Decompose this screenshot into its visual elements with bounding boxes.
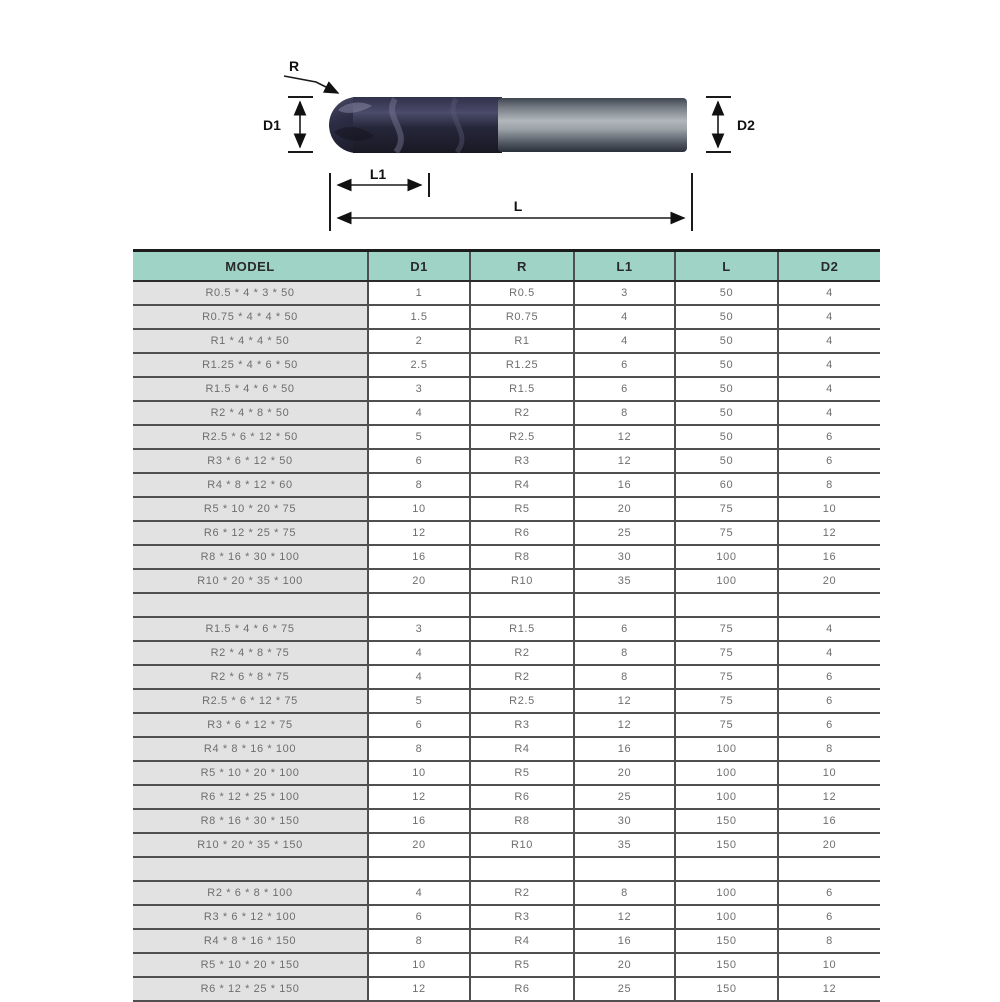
value-cell: 75 [675,665,778,689]
header-d2: D2 [778,251,880,282]
value-cell: 60 [675,473,778,497]
value-cell: R0.75 [470,305,574,329]
d2-label: D2 [737,117,755,133]
value-cell: 75 [675,689,778,713]
radius-leader-arrow [284,76,338,93]
value-cell: 20 [368,569,470,593]
value-cell: 8 [778,737,880,761]
value-cell: 4 [778,329,880,353]
value-cell: 150 [675,977,778,1001]
model-cell: R0.5 * 4 * 3 * 50 [133,281,368,305]
value-cell: 10 [778,497,880,521]
value-cell: 12 [778,977,880,1001]
value-cell: 10 [368,953,470,977]
value-cell: 3 [574,281,675,305]
value-cell: 50 [675,401,778,425]
table-row [133,449,880,473]
model-cell: R2 * 6 * 8 * 100 [133,881,368,905]
table-row [133,617,880,641]
value-cell: 100 [675,905,778,929]
value-cell: 6 [778,665,880,689]
value-cell: 20 [778,833,880,857]
value-cell: R3 [470,449,574,473]
value-cell [470,857,574,881]
separator-row [133,593,880,617]
value-cell: 6 [574,377,675,401]
value-cell: 35 [574,833,675,857]
model-cell: R1.5 * 4 * 6 * 50 [133,377,368,401]
value-cell: 6 [778,689,880,713]
value-cell: 8 [574,401,675,425]
l1-label: L1 [369,166,387,182]
flute-section [353,97,502,153]
value-cell: R3 [470,905,574,929]
model-cell: R6 * 12 * 25 * 150 [133,977,368,1001]
value-cell: R8 [470,545,574,569]
model-cell: R2 * 4 * 8 * 50 [133,401,368,425]
radius-label: R [288,58,300,74]
value-cell: R2 [470,641,574,665]
value-cell: 12 [574,713,675,737]
value-cell: 6 [778,881,880,905]
spec-table-body [133,281,880,1001]
model-cell: R2.5 * 6 * 12 * 50 [133,425,368,449]
value-cell: R4 [470,473,574,497]
value-cell: 12 [368,521,470,545]
value-cell: R10 [470,833,574,857]
value-cell: 50 [675,377,778,401]
value-cell: 1 [368,281,470,305]
table-row [133,353,880,377]
value-cell: R5 [470,953,574,977]
value-cell: 10 [368,497,470,521]
value-cell [574,857,675,881]
value-cell: R1 [470,329,574,353]
value-cell: 12 [574,449,675,473]
value-cell: 8 [368,737,470,761]
value-cell: 4 [368,665,470,689]
value-cell: 4 [368,641,470,665]
value-cell: 35 [574,569,675,593]
value-cell: R2 [470,881,574,905]
value-cell: 75 [675,521,778,545]
table-row [133,425,880,449]
value-cell: 50 [675,329,778,353]
value-cell: R6 [470,785,574,809]
spec-table-header [133,251,880,282]
value-cell: R6 [470,521,574,545]
value-cell: R0.5 [470,281,574,305]
value-cell: 12 [778,785,880,809]
value-cell: 75 [675,713,778,737]
value-cell: 6 [368,449,470,473]
model-cell: R4 * 8 * 16 * 100 [133,737,368,761]
value-cell: 6 [778,713,880,737]
value-cell: 6 [368,713,470,737]
model-cell: R6 * 12 * 25 * 75 [133,521,368,545]
table-row [133,761,880,785]
value-cell: 12 [778,521,880,545]
value-cell: 4 [574,305,675,329]
table-row [133,497,880,521]
value-cell: 30 [574,809,675,833]
value-cell [778,593,880,617]
model-cell: R3 * 6 * 12 * 75 [133,713,368,737]
value-cell: 16 [574,737,675,761]
value-cell: 100 [675,569,778,593]
model-cell: R6 * 12 * 25 * 100 [133,785,368,809]
value-cell: 4 [778,377,880,401]
value-cell: 2.5 [368,353,470,377]
value-cell: 16 [778,809,880,833]
table-row [133,305,880,329]
model-cell: R5 * 10 * 20 * 150 [133,953,368,977]
spec-table [133,249,880,1002]
value-cell: 12 [574,425,675,449]
value-cell: 4 [778,305,880,329]
value-cell: R2 [470,401,574,425]
separator-row [133,857,880,881]
value-cell: 10 [778,953,880,977]
value-cell: 75 [675,497,778,521]
value-cell: 10 [368,761,470,785]
value-cell: 150 [675,809,778,833]
value-cell: 150 [675,929,778,953]
value-cell: 5 [368,425,470,449]
value-cell: 4 [778,353,880,377]
value-cell: 100 [675,737,778,761]
value-cell: 5 [368,689,470,713]
value-cell: 4 [778,281,880,305]
value-cell: 8 [368,473,470,497]
value-cell: 20 [574,497,675,521]
value-cell: 20 [368,833,470,857]
table-row [133,905,880,929]
value-cell: 100 [675,881,778,905]
model-cell: R1.25 * 4 * 6 * 50 [133,353,368,377]
value-cell: 10 [778,761,880,785]
value-cell [675,857,778,881]
value-cell: 25 [574,521,675,545]
model-cell: R5 * 10 * 20 * 75 [133,497,368,521]
model-cell: R8 * 16 * 30 * 150 [133,809,368,833]
model-cell: R10 * 20 * 35 * 150 [133,833,368,857]
value-cell: 12 [574,905,675,929]
table-row [133,545,880,569]
model-cell: R5 * 10 * 20 * 100 [133,761,368,785]
value-cell: 4 [574,329,675,353]
value-cell: 6 [778,449,880,473]
value-cell: 4 [368,881,470,905]
value-cell: R2.5 [470,425,574,449]
value-cell: R3 [470,713,574,737]
value-cell: 6 [778,425,880,449]
value-cell: 8 [574,641,675,665]
value-cell: R5 [470,761,574,785]
value-cell: 8 [778,473,880,497]
value-cell: 2 [368,329,470,353]
table-row [133,809,880,833]
value-cell: 20 [778,569,880,593]
model-cell: R1.5 * 4 * 6 * 75 [133,617,368,641]
value-cell: R8 [470,809,574,833]
header-row [133,251,880,282]
model-cell: R1 * 4 * 4 * 50 [133,329,368,353]
table-row [133,953,880,977]
model-cell: R8 * 16 * 30 * 100 [133,545,368,569]
value-cell: R1.5 [470,377,574,401]
table-row [133,833,880,857]
value-cell: 8 [574,665,675,689]
value-cell [368,857,470,881]
value-cell: 50 [675,353,778,377]
value-cell [675,593,778,617]
value-cell: 25 [574,785,675,809]
value-cell: 50 [675,425,778,449]
model-cell: R4 * 8 * 16 * 150 [133,929,368,953]
header-d1: D1 [368,251,470,282]
value-cell [574,593,675,617]
table-row [133,329,880,353]
value-cell: 4 [778,641,880,665]
table-row [133,785,880,809]
header-l1: L1 [574,251,675,282]
value-cell: R10 [470,569,574,593]
value-cell: 6 [368,905,470,929]
table-row [133,377,880,401]
value-cell: 50 [675,449,778,473]
value-cell: 12 [368,785,470,809]
value-cell: R4 [470,737,574,761]
table-row [133,521,880,545]
table-row [133,641,880,665]
model-cell: R2.5 * 6 * 12 * 75 [133,689,368,713]
value-cell: 150 [675,953,778,977]
value-cell: 20 [574,953,675,977]
value-cell [368,593,470,617]
value-cell: 12 [574,689,675,713]
value-cell: 8 [368,929,470,953]
d1-label: D1 [263,117,281,133]
table-row [133,665,880,689]
value-cell: 16 [368,545,470,569]
table-row [133,689,880,713]
value-cell: 4 [368,401,470,425]
value-cell: 3 [368,377,470,401]
table-row [133,281,880,305]
value-cell: 30 [574,545,675,569]
value-cell: 4 [778,401,880,425]
model-cell [133,857,368,881]
l-label: L [513,198,523,214]
table-row [133,881,880,905]
model-cell: R0.75 * 4 * 4 * 50 [133,305,368,329]
value-cell [778,857,880,881]
table-row [133,569,880,593]
value-cell: 100 [675,545,778,569]
value-cell: 4 [778,617,880,641]
value-cell: 6 [574,353,675,377]
value-cell: 3 [368,617,470,641]
value-cell: 50 [675,281,778,305]
table-row [133,977,880,1001]
value-cell: 25 [574,977,675,1001]
value-cell: 20 [574,761,675,785]
value-cell: R1.25 [470,353,574,377]
model-cell: R2 * 4 * 8 * 75 [133,641,368,665]
value-cell: 50 [675,305,778,329]
value-cell: R1.5 [470,617,574,641]
value-cell: 8 [574,881,675,905]
value-cell: 16 [778,545,880,569]
value-cell: 12 [368,977,470,1001]
header-l: L [675,251,778,282]
value-cell: 75 [675,617,778,641]
table-row [133,737,880,761]
model-cell: R4 * 8 * 12 * 60 [133,473,368,497]
value-cell: 100 [675,785,778,809]
value-cell: R2 [470,665,574,689]
value-cell [470,593,574,617]
value-cell: 16 [574,473,675,497]
value-cell: R4 [470,929,574,953]
value-cell: R5 [470,497,574,521]
value-cell: 16 [574,929,675,953]
table-row [133,473,880,497]
value-cell: 1.5 [368,305,470,329]
model-cell: R10 * 20 * 35 * 100 [133,569,368,593]
value-cell: 75 [675,641,778,665]
model-cell: R3 * 6 * 12 * 100 [133,905,368,929]
value-cell: R2.5 [470,689,574,713]
endmill-diagram [250,40,770,245]
value-cell: 16 [368,809,470,833]
endmill-illustration [329,97,687,153]
header-r: R [470,251,574,282]
table-row [133,929,880,953]
value-cell: 100 [675,761,778,785]
value-cell: 6 [574,617,675,641]
table-row [133,401,880,425]
value-cell: R6 [470,977,574,1001]
value-cell: 8 [778,929,880,953]
model-cell [133,593,368,617]
shank-section [498,98,687,152]
table-row [133,713,880,737]
model-cell: R3 * 6 * 12 * 50 [133,449,368,473]
value-cell: 6 [778,905,880,929]
model-cell: R2 * 6 * 8 * 75 [133,665,368,689]
header-model: MODEL [133,251,368,282]
value-cell: 150 [675,833,778,857]
